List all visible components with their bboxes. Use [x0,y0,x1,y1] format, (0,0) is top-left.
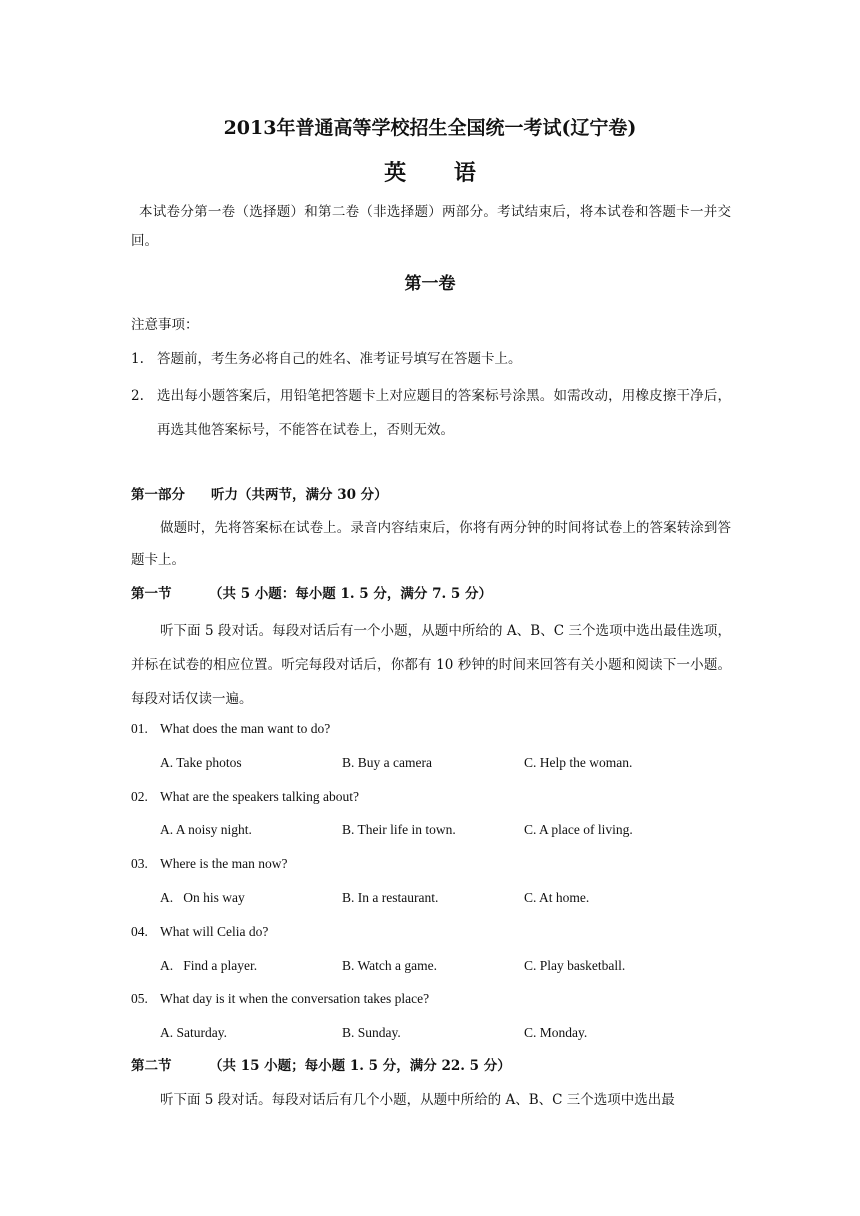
section-one-instructions: 听下面 5 段对话。每段对话后有一个小题，从题中所给的 A、B、C 三个选项中选出最佳选项，并标在试卷的相应位置。听完每段对话后，你都有 10 秒钟的时间来回答有关小题和阅读下一小题。每段对话仅读一遍。 [131,623,731,707]
section-one-title: （共 5 小题：每小题 1. 5 分，满分 7. 5 分） [209,586,492,602]
question-text: Where is the man now? [160,856,288,871]
option-b: B. Buy a camera [342,755,432,770]
subject-title: 英 语 [384,160,496,186]
question-text: What does the man want to do? [160,721,331,736]
option-b: B. In a restaurant. [342,890,439,905]
option-b: B. Sunday. [342,1025,401,1040]
option-c: C. Help the woman. [524,755,633,770]
option-c: C. Play basketball. [524,958,626,973]
option-c: C. A place of living. [524,822,633,837]
volume-one-title: 第一卷 [404,274,456,294]
note-text: 选出每小题答案后，用铅笔把答题卡上对应题目的答案标号涂黑。如需改动，用橡皮擦干净后，再选其他答案标号，不能答在试卷上，否则无效。 [157,388,731,438]
option-a: A. On his way [160,890,245,905]
option-b: B. Their life in town. [342,822,456,837]
question-options [160,952,720,980]
option-a: A. Take photos [160,755,242,770]
section-two-instructions: 听下面 5 段对话。每段对话后有几个小题，从题中所给的 A、B、C 三个选项中选出最 [160,1092,675,1108]
note-number: 1. [131,351,144,367]
exam-intro: 本试卷分第一卷（选择题）和第二卷（非选择题）两部分。考试结束后，将本试卷和答题卡一并交回。 [131,204,731,249]
question-number: 02. [131,789,148,804]
section-two-title: （共 15 小题；每小题 1. 5 分，满分 22. 5 分） [209,1058,511,1074]
section-one-label: 第一节 [131,586,172,602]
exam-title: 2013年普通高等学校招生全国统一考试(辽宁卷) [223,117,637,139]
option-c: C. At home. [524,890,590,905]
option-b: B. Watch a game. [342,958,438,973]
question-number: 04. [131,924,148,939]
part-one-instructions: 做题时，先将答案标在试卷上。录音内容结束后，你将有两分钟的时间将试卷上的答案转涂到答题卡上。 [131,520,731,568]
option-a: A. Find a player. [160,958,258,973]
part-one-title: 听力（共两节，满分 30 分） [211,487,388,503]
note-text: 答题前，考生务必将自己的姓名、准考证号填写在答题卡上。 [157,351,522,367]
question-options [160,1019,720,1047]
note-item [131,345,731,374]
question-text: What will Celia do? [160,924,269,939]
question-options [160,749,720,777]
option-a: A. A noisy night. [160,822,252,837]
question-options [160,884,720,912]
question-text: What day is it when the conversation takes place? [160,991,430,1006]
question-number: 05. [131,991,148,1006]
part-one-heading [131,481,731,510]
option-a: A. Saturday. [160,1025,227,1040]
note-number: 2. [131,388,144,404]
section-one-heading [131,580,731,608]
question-number: 03. [131,856,148,871]
note-item [131,379,731,447]
question-options [160,816,720,844]
option-c: C. Monday. [524,1025,588,1040]
section-two-heading [131,1052,731,1080]
part-one-label: 第一部分 [131,487,185,503]
section-two-label: 第二节 [131,1058,172,1074]
question-text: What are the speakers talking about? [160,789,360,804]
notes-label: 注意事项： [131,317,199,333]
question-number: 01. [131,721,148,736]
